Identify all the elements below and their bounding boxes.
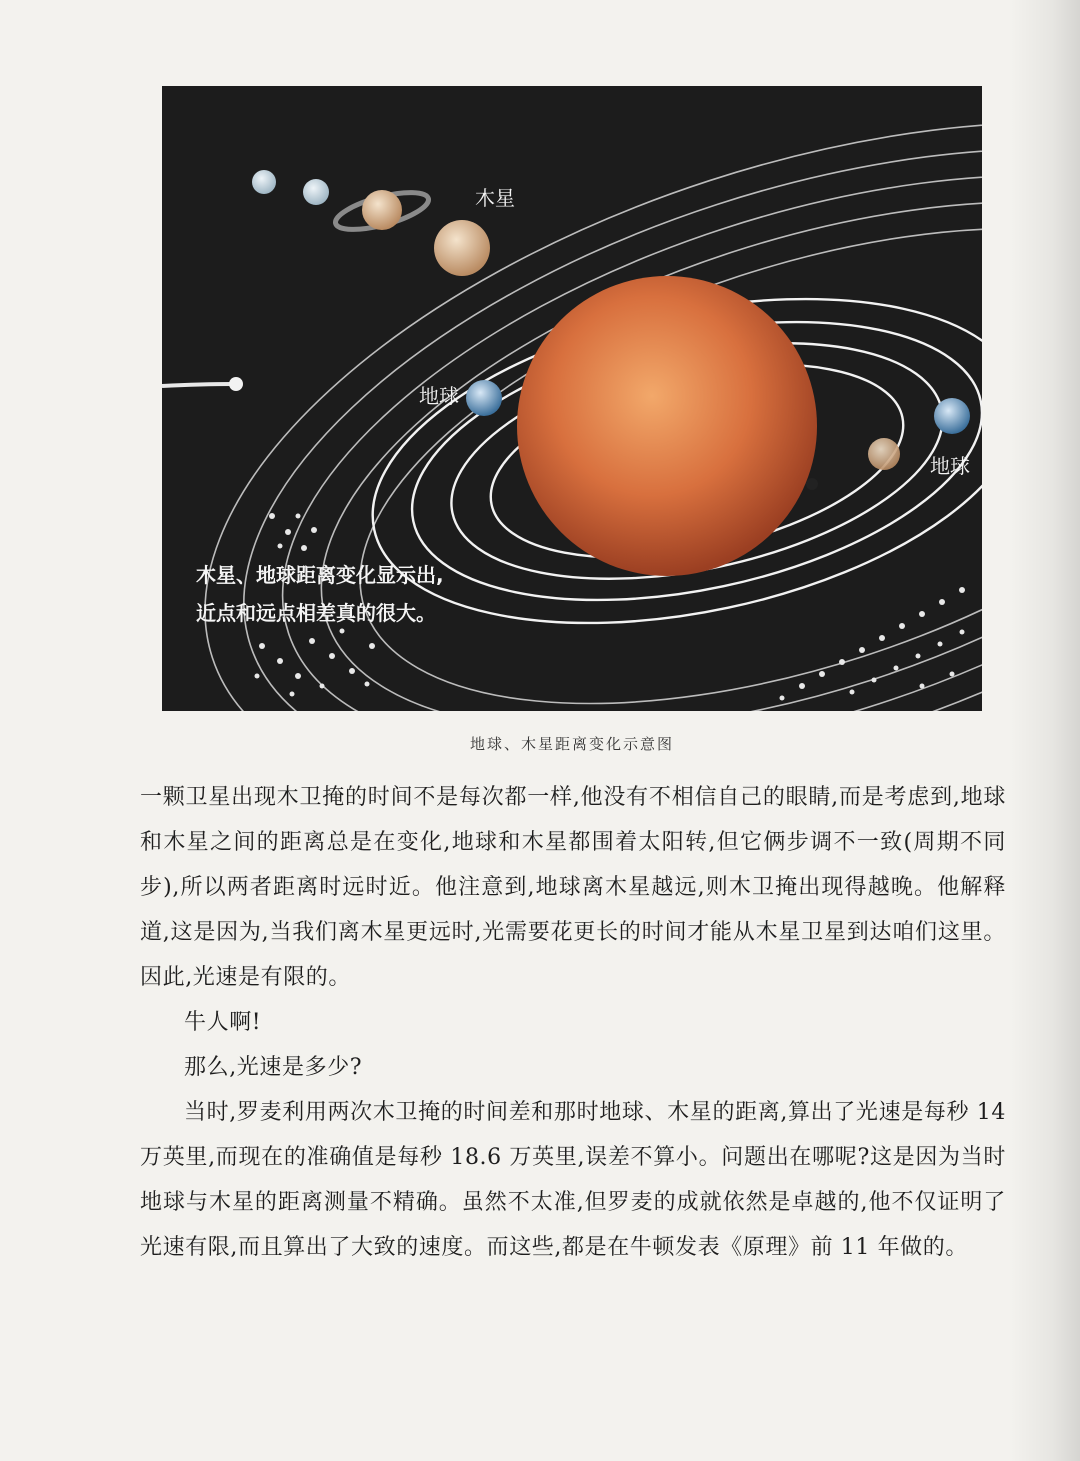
label-jupiter: 木星 [475, 186, 515, 210]
dark-moon [806, 478, 818, 490]
figure-annotation-line-2: 近点和远点相差真的很大。 [196, 601, 436, 625]
planet-jupiter [434, 220, 490, 276]
solar-system-illustration [162, 86, 982, 711]
planet-neptune [252, 170, 276, 194]
figure-annotation-line-1: 木星、地球距离变化显示出, [196, 563, 444, 587]
body-text [140, 775, 1006, 1270]
planet-saturn [362, 190, 402, 230]
label-earth-right: 地球 [930, 454, 970, 478]
comet-tail [162, 384, 234, 386]
paragraph-3: 那么,光速是多少? [184, 1055, 363, 1080]
figure-annotation [196, 556, 444, 632]
comet [229, 377, 243, 391]
sun [517, 276, 817, 576]
small-planet [868, 438, 900, 470]
planet-earth-right [934, 398, 970, 434]
paragraph-4: 当时,罗麦利用两次木卫掩的时间差和那时地球、木星的距离,算出了光速是每秒 14 万英里,而现在的准确值是每秒 18.6 万英里,误差不算小。问题出在哪呢?这是因为当时地球与木星的距离测量不精确。虽然不太准,但罗麦的成就依然是卓越的,他不仅证明了光速有限,而且算出了大致的速度。而这些,都是在牛顿发表《原理》前 11 年做的。 [140, 1100, 1006, 1260]
planet-earth-left [466, 380, 502, 416]
paragraph-2: 牛人啊! [184, 1010, 262, 1035]
label-earth-left: 地球 [419, 384, 459, 408]
figure-caption: 地球、木星距离变化示意图 [469, 735, 674, 753]
page-edge-shadow [1010, 0, 1080, 1461]
paragraph-1: 一颗卫星出现木卫掩的时间不是每次都一样,他没有不相信自己的眼睛,而是考虑到,地球和木星之间的距离总是在变化,地球和木星都围着太阳转,但它俩步调不一致(周期不同步),所以两者距离时远时近。他注意到,地球离木星越远,则木卫掩出现得越晚。他解释道,这是因为,当我们离木星更远时,光需要花更长的时间才能从木星卫星到达咱们这里。因此,光速是有限的。 [140, 785, 1006, 990]
planet-uranus [303, 179, 329, 205]
